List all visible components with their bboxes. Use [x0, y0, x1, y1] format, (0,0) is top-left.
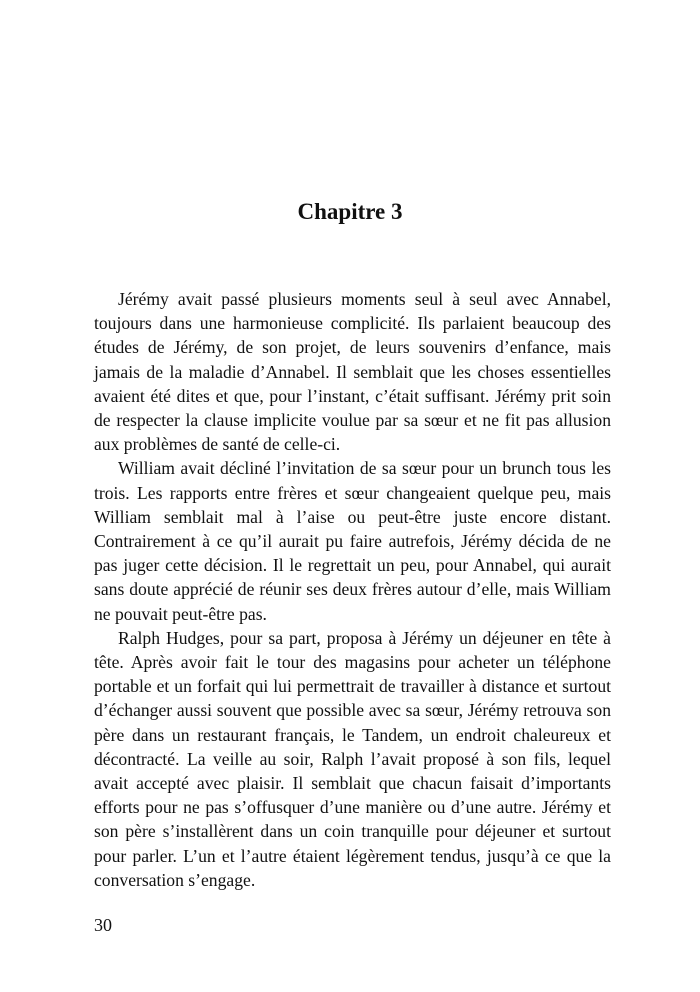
paragraph: William avait décliné l’invitation de sa sœur pour un brunch tous les trois. Les rapports entre frères et sœur changeaient quelque peu, mais William semblait mal à l’aise ou peut-être juste encore distant. Contrairement à ce qu’il aurait pu faire autrefois, Jérémy décida de ne pas juger cette décision. Il le regrettait un peu, pour Annabel, qui aurait sans doute apprécié de réunir ses deux frères autour d’elle, mais William ne pouvait peut-être pas.	[94, 458, 611, 624]
page-number: 30	[94, 915, 112, 935]
paragraph: Jérémy avait passé plusieurs moments seul à seul avec Annabel, toujours dans une harmonieuse complicité. Ils parlaient beaucoup des études de Jérémy, de son projet, de leurs souvenirs d’enfance, mais jamais de la maladie d’Annabel. Il semblait que les choses essentielles avaient été dites et que, pour l’instant, c’était suffisant. Jérémy prit soin de respecter la clause implicite voulue par sa sœur et ne fit pas allusion aux problèmes de santé de celle-ci.	[94, 289, 611, 455]
chapter-body	[94, 287, 611, 892]
paragraph: Ralph Hudges, pour sa part, proposa à Jérémy un déjeuner en tête à tête. Après avoir fait le tour des magasins pour acheter un téléphone portable et un forfait qui lui permettrait de travailler à distance et surtout d’échanger aussi souvent que possible avec sa sœur, Jérémy retrouva son père dans un restaurant français, le Tandem, un endroit chaleureux et décontracté. La veille au soir, Ralph l’avait proposé à son fils, lequel avait accepté avec plaisir. Il semblait que chacun faisait d’importants efforts pour ne pas s’offusquer d’une manière ou d’une autre. Jérémy et son père s’installèrent dans un coin tranquille pour déjeuner et surtout pour parler. L’un et l’autre étaient légèrement tendus, jusqu’à ce que la conversation s’engage.	[94, 627, 611, 890]
chapter-title: Chapitre 3	[297, 199, 403, 224]
